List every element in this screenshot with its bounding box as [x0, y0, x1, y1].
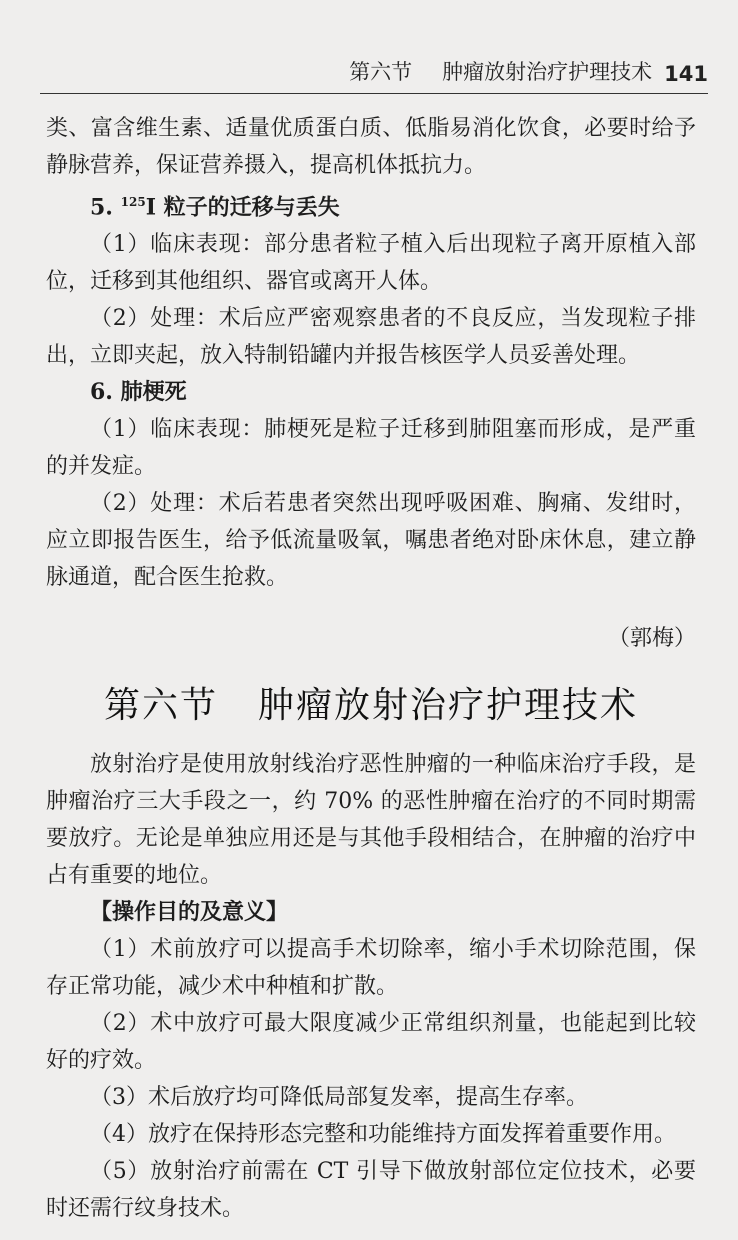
paragraph-6-1: （1）临床表现：肺梗死是粒子迁移到肺阻塞而形成，是严重的并发症。 [46, 417, 696, 480]
page-number: 141 [664, 62, 708, 86]
purpose-item-4: （4）放疗在保持形态完整和功能维持方面发挥着重要作用。 [90, 1122, 676, 1148]
header-title: 肿瘤放射治疗护理技术 [442, 60, 653, 84]
isotope-superscript: 125 [120, 195, 146, 209]
paragraph-5-2: （2）处理：术后应严密观察患者的不良反应，当发现粒子排出，立即夹起，放入特制铅罐内并报告核医学人员妥善处理。 [46, 306, 696, 369]
paragraph-continued: 类、富含维生素、适量优质蛋白质、低脂易消化饮食，必要时给予静脉营养，保证营养摄入，提高机体抵抗力。 [46, 116, 696, 178]
header-rule [40, 93, 708, 94]
section-number: 第六节 [103, 685, 218, 727]
purpose-item-5: （5）放射治疗前需在 CT 引导下做放射部位定位技术，必要时还需行纹身技术。 [46, 1159, 696, 1222]
section-name: 肿瘤放射治疗护理技术 [258, 685, 639, 727]
heading-number: 5. [90, 194, 121, 221]
author-credit: （郭梅） [607, 626, 696, 652]
purpose-item-2: （2）术中放疗可最大限度减少正常组织剂量，也能起到比较好的疗效。 [46, 1011, 696, 1074]
purpose-heading: 【操作目的及意义】 [90, 900, 289, 926]
section-title [46, 677, 696, 728]
running-header [40, 56, 708, 86]
header-section: 第六节 [349, 60, 413, 84]
heading-pulmonary-infarction: 6. 肺梗死 [90, 379, 187, 406]
page-body [46, 110, 696, 1227]
heading-particle-migration [46, 184, 696, 226]
purpose-item-1: （1）术前放疗可以提高手术切除率，缩小手术切除范围，保存正常功能，减少术中种植和扩散。 [46, 937, 696, 1000]
heading-text: I 粒子的迁移与丢失 [145, 194, 340, 221]
intro-paragraph: 放射治疗是使用放射线治疗恶性肿瘤的一种临床治疗手段，是肿瘤治疗三大手段之一，约 70% 的恶性肿瘤在治疗的不同时期需要放疗。无论是单独应用还是与其他手段相结合，在肿瘤的治疗中占有重要的地位。 [46, 752, 696, 889]
paragraph-6-2: （2）处理：术后若患者突然出现呼吸困难、胸痛、发绀时，应立即报告医生，给予低流量吸氧，嘱患者绝对卧床休息，建立静脉通道，配合医生抢救。 [46, 491, 696, 591]
paragraph-5-1: （1）临床表现：部分患者粒子植入后出现粒子离开原植入部位，迁移到其他组织、器官或离开人体。 [46, 232, 696, 295]
purpose-item-3: （3）术后放疗均可降低局部复发率，提高生存率。 [90, 1085, 588, 1111]
